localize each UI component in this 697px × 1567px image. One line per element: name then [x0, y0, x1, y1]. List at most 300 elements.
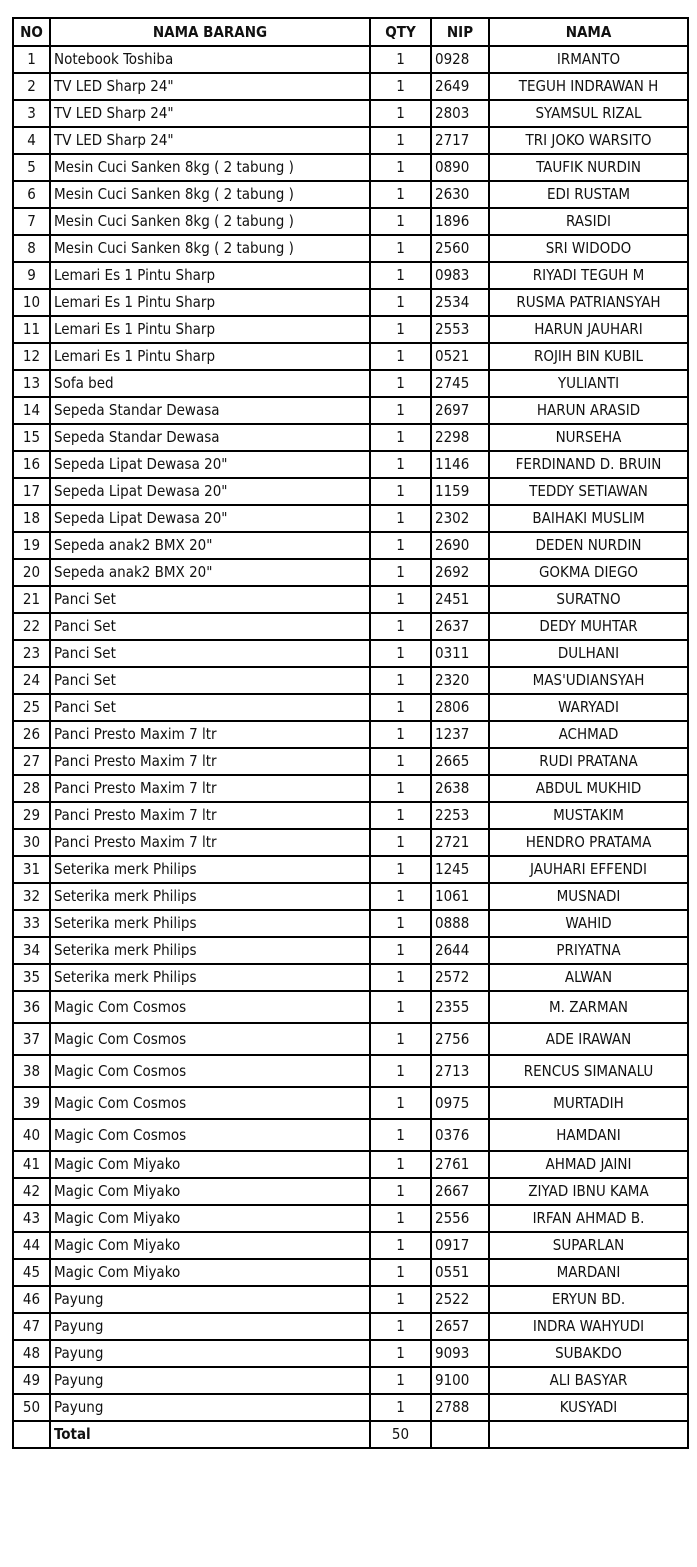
table-row: [13, 748, 688, 775]
cell-nip: 2302: [431, 505, 489, 532]
cell-name: HARUN ARASID: [489, 397, 688, 424]
cell-nip: 2253: [431, 802, 489, 829]
cell-no: 17: [13, 478, 50, 505]
cell-nip: 2697: [431, 397, 489, 424]
cell-qty: 1: [370, 289, 431, 316]
cell-name: ACHMAD: [489, 721, 688, 748]
cell-no: 18: [13, 505, 50, 532]
cell-nip: 2806: [431, 694, 489, 721]
cell-nip: 2553: [431, 316, 489, 343]
table-row: [13, 1367, 688, 1394]
cell-nip: 2556: [431, 1205, 489, 1232]
cell-nip: 9093: [431, 1340, 489, 1367]
cell-nip: 2320: [431, 667, 489, 694]
cell-no: 7: [13, 208, 50, 235]
cell-name: EDI RUSTAM: [489, 181, 688, 208]
cell-nip: 2522: [431, 1286, 489, 1313]
table-row: [13, 1286, 688, 1313]
cell-no: 1: [13, 46, 50, 73]
cell-item-name: Mesin Cuci Sanken 8kg ( 2 tabung ): [50, 208, 370, 235]
total-name-cell: [489, 1421, 688, 1448]
cell-name: SYAMSUL RIZAL: [489, 100, 688, 127]
cell-name: ZIYAD IBNU KAMA: [489, 1178, 688, 1205]
cell-qty: 1: [370, 316, 431, 343]
cell-name: HENDRO PRATAMA: [489, 829, 688, 856]
cell-name: SURATNO: [489, 586, 688, 613]
cell-name: JAUHARI EFFENDI: [489, 856, 688, 883]
total-row: [13, 1421, 688, 1448]
cell-nip: 2298: [431, 424, 489, 451]
cell-item-name: Sepeda Standar Dewasa: [50, 424, 370, 451]
cell-qty: 1: [370, 1259, 431, 1286]
cell-nip: 2572: [431, 964, 489, 991]
table-row: [13, 829, 688, 856]
cell-no: 39: [13, 1087, 50, 1119]
cell-qty: 1: [370, 478, 431, 505]
table-row: [13, 235, 688, 262]
cell-no: 27: [13, 748, 50, 775]
cell-name: ADE IRAWAN: [489, 1023, 688, 1055]
cell-item-name: Magic Com Cosmos: [50, 1087, 370, 1119]
cell-nip: 0376: [431, 1119, 489, 1151]
total-no-cell: [13, 1421, 50, 1448]
cell-item-name: Panci Presto Maxim 7 ltr: [50, 829, 370, 856]
cell-nip: 0928: [431, 46, 489, 73]
cell-qty: 1: [370, 775, 431, 802]
cell-item-name: Magic Com Miyako: [50, 1205, 370, 1232]
cell-name: ABDUL MUKHID: [489, 775, 688, 802]
table-row: [13, 208, 688, 235]
cell-item-name: Sepeda anak2 BMX 20": [50, 559, 370, 586]
cell-qty: 1: [370, 856, 431, 883]
table-row: [13, 667, 688, 694]
cell-item-name: Payung: [50, 1286, 370, 1313]
cell-item-name: Notebook Toshiba: [50, 46, 370, 73]
cell-name: RENCUS SIMANALU: [489, 1055, 688, 1087]
cell-item-name: Seterika merk Philips: [50, 883, 370, 910]
table-row: [13, 1119, 688, 1151]
cell-qty: 1: [370, 1340, 431, 1367]
cell-qty: 1: [370, 586, 431, 613]
cell-name: DEDEN NURDIN: [489, 532, 688, 559]
cell-no: 24: [13, 667, 50, 694]
cell-item-name: Sepeda Lipat Dewasa 20": [50, 505, 370, 532]
cell-name: YULIANTI: [489, 370, 688, 397]
table-row: [13, 1087, 688, 1119]
cell-nip: 2451: [431, 586, 489, 613]
cell-no: 32: [13, 883, 50, 910]
cell-qty: 1: [370, 73, 431, 100]
cell-name: SRI WIDODO: [489, 235, 688, 262]
cell-item-name: Seterika merk Philips: [50, 937, 370, 964]
cell-name: INDRA WAHYUDI: [489, 1313, 688, 1340]
cell-no: 28: [13, 775, 50, 802]
cell-item-name: Seterika merk Philips: [50, 964, 370, 991]
table-row: [13, 424, 688, 451]
table-row: [13, 1023, 688, 1055]
cell-item-name: TV LED Sharp 24": [50, 127, 370, 154]
table-row: [13, 775, 688, 802]
cell-nip: 2761: [431, 1151, 489, 1178]
cell-nip: 2717: [431, 127, 489, 154]
cell-item-name: Panci Set: [50, 667, 370, 694]
cell-name: IRMANTO: [489, 46, 688, 73]
cell-nip: 0311: [431, 640, 489, 667]
header-no: NO: [13, 18, 50, 46]
table-row: [13, 73, 688, 100]
cell-nip: 2756: [431, 1023, 489, 1055]
table-row: [13, 640, 688, 667]
cell-no: 42: [13, 1178, 50, 1205]
table-row: [13, 1232, 688, 1259]
cell-item-name: Magic Com Cosmos: [50, 1023, 370, 1055]
cell-item-name: Lemari Es 1 Pintu Sharp: [50, 316, 370, 343]
cell-item-name: Panci Presto Maxim 7 ltr: [50, 748, 370, 775]
cell-nip: 2803: [431, 100, 489, 127]
cell-name: ALI BASYAR: [489, 1367, 688, 1394]
cell-qty: 1: [370, 937, 431, 964]
cell-name: ERYUN BD.: [489, 1286, 688, 1313]
cell-qty: 1: [370, 910, 431, 937]
cell-no: 5: [13, 154, 50, 181]
table-row: [13, 694, 688, 721]
cell-item-name: Payung: [50, 1394, 370, 1421]
cell-nip: 0890: [431, 154, 489, 181]
cell-name: DULHANI: [489, 640, 688, 667]
cell-item-name: Panci Set: [50, 640, 370, 667]
cell-nip: 2638: [431, 775, 489, 802]
cell-item-name: Panci Presto Maxim 7 ltr: [50, 721, 370, 748]
cell-no: 34: [13, 937, 50, 964]
cell-name: TEGUH INDRAWAN H: [489, 73, 688, 100]
cell-qty: 1: [370, 667, 431, 694]
cell-nip: 2637: [431, 613, 489, 640]
cell-item-name: Payung: [50, 1313, 370, 1340]
table-row: [13, 154, 688, 181]
cell-item-name: Magic Com Cosmos: [50, 1055, 370, 1087]
table-header: [13, 18, 688, 46]
cell-no: 30: [13, 829, 50, 856]
cell-no: 10: [13, 289, 50, 316]
cell-nip: 2657: [431, 1313, 489, 1340]
cell-qty: 1: [370, 1313, 431, 1340]
cell-no: 31: [13, 856, 50, 883]
table-row: [13, 370, 688, 397]
cell-no: 37: [13, 1023, 50, 1055]
cell-item-name: Mesin Cuci Sanken 8kg ( 2 tabung ): [50, 235, 370, 262]
table-row: [13, 46, 688, 73]
table-row: [13, 1259, 688, 1286]
cell-item-name: TV LED Sharp 24": [50, 100, 370, 127]
cell-qty: 1: [370, 694, 431, 721]
cell-qty: 1: [370, 721, 431, 748]
table-row: [13, 100, 688, 127]
cell-item-name: Payung: [50, 1340, 370, 1367]
cell-qty: 1: [370, 559, 431, 586]
cell-no: 35: [13, 964, 50, 991]
cell-qty: 1: [370, 1394, 431, 1421]
table-row: [13, 1178, 688, 1205]
cell-item-name: Lemari Es 1 Pintu Sharp: [50, 262, 370, 289]
cell-name: RASIDI: [489, 208, 688, 235]
header-qty: QTY: [370, 18, 431, 46]
cell-qty: 1: [370, 397, 431, 424]
table-row: [13, 613, 688, 640]
cell-name: MARDANI: [489, 1259, 688, 1286]
cell-no: 19: [13, 532, 50, 559]
cell-qty: 1: [370, 1119, 431, 1151]
table-row: [13, 721, 688, 748]
cell-nip: 2713: [431, 1055, 489, 1087]
cell-nip: 2560: [431, 235, 489, 262]
cell-name: SUBAKDO: [489, 1340, 688, 1367]
cell-nip: 1237: [431, 721, 489, 748]
total-nip-cell: [431, 1421, 489, 1448]
cell-item-name: Panci Set: [50, 586, 370, 613]
cell-qty: 1: [370, 829, 431, 856]
cell-nip: 0551: [431, 1259, 489, 1286]
table-row: [13, 1055, 688, 1087]
cell-qty: 1: [370, 1367, 431, 1394]
cell-qty: 1: [370, 991, 431, 1023]
table-row: [13, 505, 688, 532]
cell-qty: 1: [370, 1151, 431, 1178]
cell-nip: 2665: [431, 748, 489, 775]
cell-no: 9: [13, 262, 50, 289]
cell-no: 47: [13, 1313, 50, 1340]
table-row: [13, 127, 688, 154]
cell-item-name: Lemari Es 1 Pintu Sharp: [50, 343, 370, 370]
cell-nip: 1146: [431, 451, 489, 478]
cell-nip: 0888: [431, 910, 489, 937]
cell-qty: 1: [370, 964, 431, 991]
cell-name: GOKMA DIEGO: [489, 559, 688, 586]
cell-no: 2: [13, 73, 50, 100]
cell-nip: 0983: [431, 262, 489, 289]
cell-item-name: Magic Com Miyako: [50, 1151, 370, 1178]
cell-name: SUPARLAN: [489, 1232, 688, 1259]
cell-qty: 1: [370, 1055, 431, 1087]
cell-nip: 2692: [431, 559, 489, 586]
cell-qty: 1: [370, 343, 431, 370]
cell-no: 23: [13, 640, 50, 667]
cell-item-name: Seterika merk Philips: [50, 856, 370, 883]
table-row: [13, 478, 688, 505]
cell-name: TEDDY SETIAWAN: [489, 478, 688, 505]
cell-no: 21: [13, 586, 50, 613]
cell-item-name: Sofa bed: [50, 370, 370, 397]
cell-qty: 1: [370, 424, 431, 451]
cell-item-name: Sepeda Lipat Dewasa 20": [50, 451, 370, 478]
cell-item-name: Magic Com Miyako: [50, 1232, 370, 1259]
table-footer: [13, 1421, 688, 1448]
table-row: [13, 1205, 688, 1232]
cell-no: 25: [13, 694, 50, 721]
table-row: [13, 856, 688, 883]
cell-qty: 1: [370, 1232, 431, 1259]
cell-name: HARUN JAUHARI: [489, 316, 688, 343]
cell-item-name: Magic Com Cosmos: [50, 991, 370, 1023]
cell-qty: 1: [370, 235, 431, 262]
cell-qty: 1: [370, 802, 431, 829]
cell-name: RUDI PRATANA: [489, 748, 688, 775]
cell-name: WAHID: [489, 910, 688, 937]
cell-name: RUSMA PATRIANSYAH: [489, 289, 688, 316]
cell-no: 48: [13, 1340, 50, 1367]
cell-no: 50: [13, 1394, 50, 1421]
table-row: [13, 964, 688, 991]
header-item-name: NAMA BARANG: [50, 18, 370, 46]
cell-item-name: Magic Com Cosmos: [50, 1119, 370, 1151]
cell-item-name: Panci Set: [50, 694, 370, 721]
cell-no: 22: [13, 613, 50, 640]
cell-qty: 1: [370, 640, 431, 667]
cell-item-name: Payung: [50, 1367, 370, 1394]
cell-no: 14: [13, 397, 50, 424]
cell-qty: 1: [370, 613, 431, 640]
table-row: [13, 451, 688, 478]
cell-name: IRFAN AHMAD B.: [489, 1205, 688, 1232]
cell-name: FERDINAND D. BRUIN: [489, 451, 688, 478]
cell-nip: 0975: [431, 1087, 489, 1119]
inventory-table: [12, 17, 689, 1449]
table-body: [13, 46, 688, 1421]
cell-name: HAMDANI: [489, 1119, 688, 1151]
cell-no: 20: [13, 559, 50, 586]
cell-item-name: Lemari Es 1 Pintu Sharp: [50, 289, 370, 316]
cell-qty: 1: [370, 127, 431, 154]
cell-qty: 1: [370, 1205, 431, 1232]
cell-nip: 2649: [431, 73, 489, 100]
cell-nip: 1245: [431, 856, 489, 883]
table-row: [13, 262, 688, 289]
cell-no: 38: [13, 1055, 50, 1087]
cell-no: 41: [13, 1151, 50, 1178]
cell-no: 46: [13, 1286, 50, 1313]
cell-qty: 1: [370, 883, 431, 910]
cell-item-name: Panci Set: [50, 613, 370, 640]
cell-no: 6: [13, 181, 50, 208]
cell-item-name: Magic Com Miyako: [50, 1259, 370, 1286]
cell-name: ROJIH BIN KUBIL: [489, 343, 688, 370]
cell-item-name: Sepeda anak2 BMX 20": [50, 532, 370, 559]
cell-name: DEDY MUHTAR: [489, 613, 688, 640]
cell-nip: 2534: [431, 289, 489, 316]
table-row: [13, 802, 688, 829]
header-name: NAMA: [489, 18, 688, 46]
cell-name: WARYADI: [489, 694, 688, 721]
cell-nip: 2690: [431, 532, 489, 559]
cell-qty: 1: [370, 532, 431, 559]
table-row: [13, 910, 688, 937]
cell-item-name: Mesin Cuci Sanken 8kg ( 2 tabung ): [50, 154, 370, 181]
cell-no: 44: [13, 1232, 50, 1259]
table-row: [13, 586, 688, 613]
cell-no: 43: [13, 1205, 50, 1232]
cell-name: MUSTAKIM: [489, 802, 688, 829]
cell-name: TAUFIK NURDIN: [489, 154, 688, 181]
cell-name: TRI JOKO WARSITO: [489, 127, 688, 154]
cell-item-name: Sepeda Lipat Dewasa 20": [50, 478, 370, 505]
table-row: [13, 1394, 688, 1421]
cell-name: RIYADI TEGUH M: [489, 262, 688, 289]
cell-no: 29: [13, 802, 50, 829]
table-row: [13, 181, 688, 208]
cell-name: ALWAN: [489, 964, 688, 991]
table-row: [13, 1340, 688, 1367]
cell-nip: 2667: [431, 1178, 489, 1205]
table-row: [13, 397, 688, 424]
cell-nip: 0521: [431, 343, 489, 370]
cell-qty: 1: [370, 748, 431, 775]
cell-name: AHMAD JAINI: [489, 1151, 688, 1178]
cell-item-name: Mesin Cuci Sanken 8kg ( 2 tabung ): [50, 181, 370, 208]
cell-nip: 2745: [431, 370, 489, 397]
cell-name: MAS'UDIANSYAH: [489, 667, 688, 694]
table-row: [13, 937, 688, 964]
cell-no: 26: [13, 721, 50, 748]
cell-no: 33: [13, 910, 50, 937]
cell-nip: 9100: [431, 1367, 489, 1394]
table-row: [13, 289, 688, 316]
cell-nip: 1061: [431, 883, 489, 910]
header-row: [13, 18, 688, 46]
cell-name: PRIYATNA: [489, 937, 688, 964]
cell-no: 45: [13, 1259, 50, 1286]
cell-no: 11: [13, 316, 50, 343]
cell-qty: 1: [370, 208, 431, 235]
cell-item-name: Magic Com Miyako: [50, 1178, 370, 1205]
table-row: [13, 532, 688, 559]
cell-no: 13: [13, 370, 50, 397]
cell-name: MURTADIH: [489, 1087, 688, 1119]
table-row: [13, 559, 688, 586]
cell-name: KUSYADI: [489, 1394, 688, 1421]
cell-no: 12: [13, 343, 50, 370]
cell-no: 3: [13, 100, 50, 127]
cell-no: 40: [13, 1119, 50, 1151]
cell-name: M. ZARMAN: [489, 991, 688, 1023]
total-label: Total: [50, 1421, 370, 1448]
cell-item-name: Seterika merk Philips: [50, 910, 370, 937]
cell-item-name: TV LED Sharp 24": [50, 73, 370, 100]
cell-qty: 1: [370, 1286, 431, 1313]
cell-name: NURSEHA: [489, 424, 688, 451]
cell-nip: 2630: [431, 181, 489, 208]
cell-no: 15: [13, 424, 50, 451]
cell-qty: 1: [370, 1023, 431, 1055]
cell-qty: 1: [370, 1178, 431, 1205]
table-row: [13, 991, 688, 1023]
total-qty: 50: [370, 1421, 431, 1448]
cell-qty: 1: [370, 1087, 431, 1119]
cell-qty: 1: [370, 262, 431, 289]
table-row: [13, 1151, 688, 1178]
cell-item-name: Panci Presto Maxim 7 ltr: [50, 775, 370, 802]
header-nip: NIP: [431, 18, 489, 46]
cell-nip: 0917: [431, 1232, 489, 1259]
cell-no: 8: [13, 235, 50, 262]
cell-no: 49: [13, 1367, 50, 1394]
cell-qty: 1: [370, 154, 431, 181]
cell-no: 16: [13, 451, 50, 478]
cell-item-name: Panci Presto Maxim 7 ltr: [50, 802, 370, 829]
table-row: [13, 883, 688, 910]
cell-nip: 1896: [431, 208, 489, 235]
cell-nip: 2355: [431, 991, 489, 1023]
cell-no: 4: [13, 127, 50, 154]
cell-qty: 1: [370, 451, 431, 478]
